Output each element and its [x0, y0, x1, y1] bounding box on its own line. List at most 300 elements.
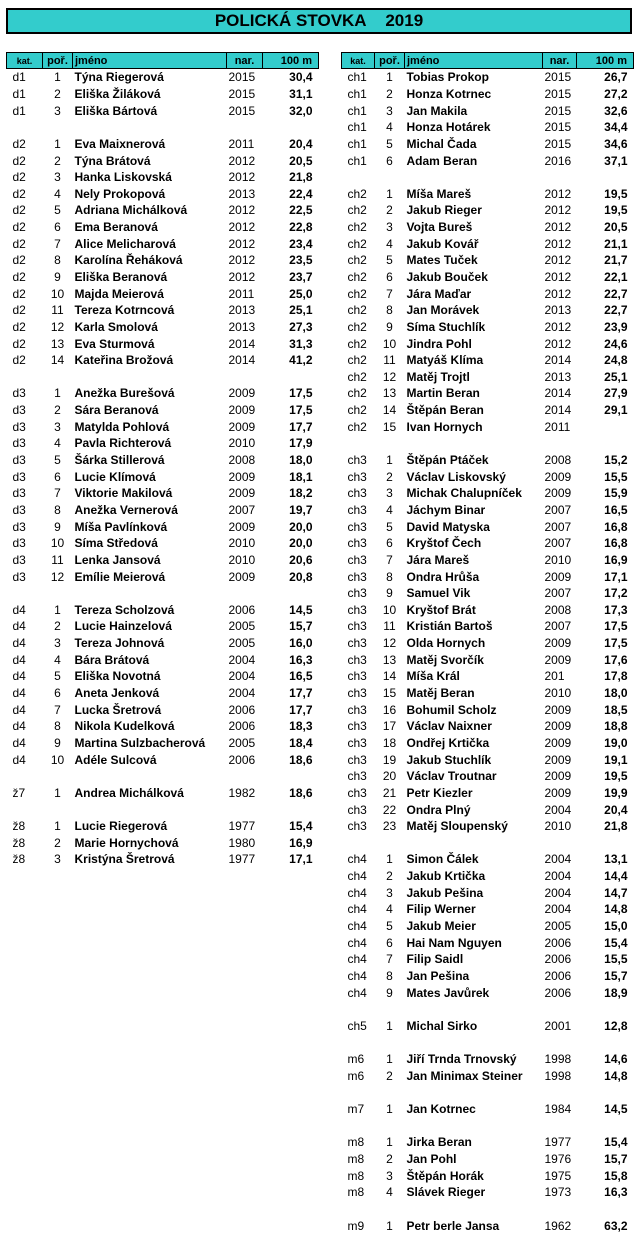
table-row	[342, 685, 634, 702]
rank-cell: 7	[54, 236, 61, 251]
table-row	[7, 152, 319, 169]
name-cell: Tereza Johnová	[74, 636, 165, 651]
name-cell: Ondra Hrůša	[406, 569, 480, 584]
spacer-row	[342, 834, 634, 851]
category-cell: ch3	[347, 619, 367, 634]
rank-cell: 4	[386, 1185, 393, 1200]
time-cell: 22,7	[604, 303, 628, 318]
rank-cell: 1	[54, 386, 61, 401]
birth-year-cell: 2008	[228, 453, 256, 468]
name-cell: Matěj Trojtl	[406, 369, 470, 384]
table-row	[342, 1167, 634, 1184]
table-row	[342, 918, 634, 935]
category-cell: ch3	[347, 502, 367, 517]
category-cell: ch3	[347, 636, 367, 651]
name-cell: Nikola Kudelková	[74, 719, 175, 734]
category-cell: ch3	[347, 552, 367, 567]
time-cell: 16,8	[604, 536, 628, 551]
category-cell: d3	[12, 469, 26, 484]
rank-cell: 3	[386, 885, 393, 900]
birth-year-cell: 2011	[544, 419, 571, 434]
rank-cell: 19	[382, 752, 397, 767]
rank-cell: 4	[386, 236, 393, 251]
birth-year-cell: 2009	[544, 652, 572, 667]
spacer-row	[342, 169, 634, 186]
rank-cell: 10	[50, 536, 65, 551]
birth-year-cell: 1962	[544, 1218, 572, 1233]
birth-year-cell: 2011	[228, 136, 255, 151]
birth-year-cell: 1973	[544, 1185, 572, 1200]
name-cell: Martina Sulzbacherová	[74, 735, 206, 750]
time-cell: 25,1	[604, 369, 628, 384]
name-cell: Eva Sturmová	[74, 336, 155, 351]
rank-cell: 2	[54, 835, 61, 850]
rank-cell: 1	[386, 1018, 393, 1033]
name-cell: Jáchym Binar	[406, 502, 486, 517]
time-cell: 34,4	[604, 120, 628, 135]
category-cell: ž8	[12, 835, 26, 850]
birth-year-cell: 2009	[228, 486, 256, 501]
birth-year-cell: 2012	[228, 220, 256, 235]
name-cell: Týna Riegerová	[74, 70, 164, 85]
name-cell: Michak Chalupníček	[406, 486, 522, 501]
name-cell: Andrea Michálková	[74, 785, 184, 800]
name-cell: Míša Mareš	[406, 186, 472, 201]
table-row	[342, 335, 634, 352]
time-cell: 25,1	[289, 303, 313, 318]
birth-year-cell: 2010	[544, 819, 572, 834]
time-cell: 17,1	[289, 852, 313, 867]
category-cell: m8	[347, 1151, 365, 1166]
birth-year-cell: 2005	[228, 619, 256, 634]
birth-year-cell: 2006	[228, 602, 256, 617]
rank-cell: 6	[54, 220, 61, 235]
name-cell: Adriana Michálková	[74, 203, 188, 218]
birth-year-cell: 2004	[544, 802, 572, 817]
time-cell: 27,2	[604, 86, 628, 101]
birth-year-cell: 2009	[544, 752, 572, 767]
category-cell: d4	[12, 602, 26, 617]
table-row	[7, 285, 319, 302]
birth-year-cell: 2013	[544, 303, 572, 318]
category-cell: d4	[12, 735, 26, 750]
table-row	[342, 635, 634, 652]
birth-year-cell: 2015	[544, 86, 572, 101]
table-row	[342, 1184, 634, 1201]
time-cell: 63,2	[604, 1218, 628, 1233]
table-row	[7, 651, 319, 668]
category-cell: ch3	[347, 669, 367, 684]
birth-year-cell: 2004	[544, 885, 572, 900]
category-cell: ch1	[347, 86, 367, 101]
spacer-row	[7, 119, 319, 136]
birth-year-cell: 2004	[544, 852, 572, 867]
rank-cell: 2	[386, 86, 393, 101]
birth-year-cell: 2004	[544, 869, 572, 884]
results-body-left	[7, 69, 319, 868]
time-cell: 32,0	[289, 103, 313, 118]
table-row	[342, 102, 634, 119]
name-cell: Jirka Beran	[406, 1135, 472, 1150]
table-row	[7, 418, 319, 435]
time-cell: 14,7	[604, 885, 628, 900]
birth-year-cell: 2009	[544, 785, 572, 800]
time-cell: 16,8	[604, 519, 628, 534]
rank-cell: 12	[50, 569, 65, 584]
table-row	[342, 868, 634, 885]
name-cell: Kryštof Brát	[406, 602, 476, 617]
category-cell: ch2	[347, 419, 367, 434]
time-cell: 25,0	[289, 286, 313, 301]
category-cell: d1	[12, 103, 26, 118]
rank-cell: 1	[54, 136, 61, 151]
name-cell: Eliška Bártová	[74, 103, 158, 118]
time-cell: 31,3	[289, 336, 313, 351]
rank-cell: 6	[54, 686, 61, 701]
name-cell: Matěj Beran	[406, 686, 475, 701]
name-cell: Anežka Burešová	[74, 386, 175, 401]
rank-cell: 1	[386, 1102, 393, 1117]
table-row	[342, 718, 634, 735]
name-cell: Mates Javůrek	[406, 985, 490, 1000]
name-cell: Matěj Svorčík	[406, 652, 484, 667]
name-cell: Síma Stuchlík	[406, 319, 486, 334]
rank-cell: 2	[54, 619, 61, 634]
birth-year-cell: 2005	[544, 918, 572, 933]
name-cell: Jakub Rieger	[406, 203, 482, 218]
time-cell: 17,8	[604, 669, 628, 684]
category-cell: ch3	[347, 769, 367, 784]
spacer-row	[342, 1034, 634, 1051]
birth-year-cell: 2010	[544, 552, 572, 567]
name-cell: Václav Naixner	[406, 719, 492, 734]
spacer-cell	[7, 801, 319, 818]
category-cell: ch2	[347, 186, 367, 201]
table-row	[7, 435, 319, 452]
name-cell: Jan Pohl	[406, 1151, 457, 1166]
rank-cell: 3	[386, 1168, 393, 1183]
birth-year-cell: 2004	[228, 652, 256, 667]
birth-year-cell: 2009	[544, 702, 572, 717]
name-cell: Kristýna Šretrová	[74, 852, 175, 867]
category-cell: ch2	[347, 220, 367, 235]
table-row	[342, 934, 634, 951]
time-cell: 23,5	[289, 253, 313, 268]
rank-cell: 1	[386, 1218, 393, 1233]
name-cell: Petr Kiezler	[406, 785, 473, 800]
time-cell: 13,1	[604, 852, 628, 867]
col-header-birth-year: nar.	[227, 53, 263, 69]
name-cell: Eliška Novotná	[74, 669, 161, 684]
rank-cell: 3	[386, 486, 393, 501]
time-cell	[577, 418, 634, 435]
time-cell: 16,9	[289, 835, 313, 850]
rank-cell: 11	[383, 619, 396, 634]
spacer-row	[342, 435, 634, 452]
time-cell: 18,6	[289, 752, 313, 767]
name-cell: Slávek Rieger	[406, 1185, 486, 1200]
category-cell: m8	[347, 1168, 365, 1183]
birth-year-cell: 2011	[228, 286, 255, 301]
time-cell: 16,3	[604, 1185, 628, 1200]
rank-cell: 12	[382, 369, 397, 384]
name-cell: Emílie Meierová	[74, 569, 166, 584]
birth-year-cell: 2009	[228, 386, 256, 401]
rank-cell: 5	[386, 918, 393, 933]
rank-cell: 4	[54, 436, 61, 451]
rank-cell: 3	[54, 103, 61, 118]
name-cell: Štěpán Horák	[406, 1168, 484, 1183]
category-cell: ž8	[12, 819, 26, 834]
time-cell: 21,8	[289, 170, 313, 185]
time-cell: 17,2	[604, 586, 628, 601]
time-cell: 27,9	[604, 386, 628, 401]
category-cell: d3	[12, 486, 26, 501]
rank-cell: 7	[54, 702, 61, 717]
name-cell: Eliška Žiláková	[74, 86, 161, 101]
birth-year-cell: 1998	[544, 1068, 572, 1083]
rank-cell: 9	[386, 319, 393, 334]
time-cell: 15,5	[604, 952, 628, 967]
name-cell: Kateřina Brožová	[74, 353, 174, 368]
name-cell: Matylda Pohlová	[74, 419, 170, 434]
rank-cell: 6	[386, 935, 393, 950]
col-header-name: jméno	[405, 53, 543, 69]
time-cell: 18,0	[604, 686, 628, 701]
name-cell: Jakub Krtička	[406, 869, 486, 884]
rank-cell: 2	[386, 203, 393, 218]
category-cell: ch3	[347, 802, 367, 817]
name-cell: Honza Kotrnec	[406, 86, 492, 101]
name-cell: Jan Pešina	[406, 968, 470, 983]
name-cell: Tereza Kotrncová	[74, 303, 175, 318]
name-cell: Alice Melicharová	[74, 236, 176, 251]
name-cell: Kristián Bartoš	[406, 619, 493, 634]
time-cell: 14,8	[604, 1068, 628, 1083]
table-row	[7, 335, 319, 352]
rank-cell: 4	[54, 186, 61, 201]
birth-year-cell: 2006	[228, 702, 256, 717]
category-cell: d3	[12, 436, 26, 451]
col-header-birth-year: nar.	[543, 53, 577, 69]
category-cell: ch4	[347, 968, 367, 983]
category-cell: d2	[12, 186, 26, 201]
spacer-row	[7, 369, 319, 386]
name-cell: Martin Beran	[406, 386, 480, 401]
birth-year-cell: 2012	[544, 203, 572, 218]
table-row	[7, 552, 319, 569]
rank-cell: 2	[386, 869, 393, 884]
time-cell: 14,5	[289, 602, 313, 617]
spacer-cell	[342, 1201, 634, 1218]
name-cell: Karla Smolová	[74, 319, 158, 334]
time-cell: 16,9	[604, 552, 628, 567]
time-cell: 15,7	[604, 968, 628, 983]
rank-cell: 9	[54, 270, 61, 284]
birth-year-cell: 2009	[544, 569, 572, 584]
rank-cell: 3	[386, 220, 393, 235]
name-cell: Petr berle Jansa	[406, 1218, 500, 1233]
time-cell: 17,5	[604, 636, 628, 651]
name-cell: Michal Čada	[406, 136, 477, 151]
birth-year-cell: 2015	[228, 70, 256, 85]
rank-cell: 5	[386, 519, 393, 534]
table-row	[342, 319, 634, 336]
time-cell: 23,7	[289, 270, 313, 284]
rank-cell: 20	[382, 769, 397, 784]
time-cell: 15,8	[604, 1168, 628, 1183]
time-cell: 15,0	[604, 918, 628, 933]
birth-year-cell: 2012	[544, 336, 572, 351]
table-row	[342, 818, 634, 835]
time-cell: 17,7	[289, 686, 313, 701]
category-cell: d4	[12, 686, 26, 701]
table-row	[7, 718, 319, 735]
category-cell: ch2	[347, 253, 367, 268]
time-cell: 15,7	[604, 1151, 628, 1166]
birth-year-cell: 2013	[228, 303, 256, 318]
birth-year-cell: 2009	[544, 469, 572, 484]
category-cell: d2	[12, 253, 26, 268]
birth-year-cell: 2015	[228, 86, 256, 101]
name-cell: David Matyska	[406, 519, 490, 534]
birth-year-cell: 2009	[544, 636, 572, 651]
time-cell: 18,4	[289, 735, 313, 750]
time-cell: 18,9	[604, 985, 628, 1000]
col-header-rank: poř.	[375, 53, 405, 69]
table-row	[7, 269, 319, 286]
category-cell: d4	[12, 619, 26, 634]
rank-cell: 9	[386, 586, 393, 601]
category-cell: d4	[12, 702, 26, 717]
rank-cell: 5	[54, 669, 61, 684]
table-row	[342, 618, 634, 635]
birth-year-cell: 2012	[228, 203, 256, 218]
name-cell: Jan Kotrnec	[406, 1102, 476, 1117]
table-row	[7, 751, 319, 768]
table-row	[7, 102, 319, 119]
rank-cell: 1	[54, 819, 61, 834]
birth-year-cell: 2007	[544, 519, 572, 534]
category-cell: ch4	[347, 985, 367, 1000]
rank-cell: 1	[386, 70, 393, 85]
time-cell: 15,4	[289, 819, 313, 834]
table-row	[7, 319, 319, 336]
rank-cell: 4	[386, 502, 393, 517]
birth-year-cell: 2005	[228, 636, 256, 651]
time-cell: 17,5	[289, 386, 313, 401]
category-cell: m7	[347, 1102, 365, 1117]
rank-cell: 5	[386, 253, 393, 268]
time-cell: 20,0	[289, 536, 313, 551]
birth-year-cell: 1977	[228, 852, 256, 867]
category-cell: ch3	[347, 819, 367, 834]
category-cell: ch4	[347, 918, 367, 933]
table-row	[342, 951, 634, 968]
table-row	[342, 552, 634, 569]
spacer-cell	[7, 119, 319, 136]
birth-year-cell: 2010	[228, 436, 256, 451]
rank-cell: 8	[386, 303, 393, 318]
rank-cell: 4	[54, 652, 61, 667]
category-cell: d2	[12, 286, 26, 301]
name-cell: Hanka Liskovská	[74, 170, 172, 185]
birth-year-cell: 2016	[544, 153, 572, 168]
rank-cell: 2	[386, 1151, 393, 1166]
category-cell: d3	[12, 569, 26, 584]
rank-cell: 13	[382, 652, 397, 667]
name-cell: Ondřej Krtička	[406, 735, 490, 750]
name-cell: Tobias Prokop	[406, 70, 489, 85]
time-cell: 22,7	[604, 286, 628, 301]
name-cell: Šárka Stillerová	[74, 453, 165, 468]
birth-year-cell: 2012	[228, 253, 256, 268]
table-row	[7, 701, 319, 718]
category-cell: d2	[12, 270, 26, 284]
category-cell: ch4	[347, 902, 367, 917]
table-row	[7, 169, 319, 186]
birth-year-cell: 2014	[544, 353, 572, 368]
time-cell: 22,5	[289, 203, 313, 218]
rank-cell: 18	[382, 735, 397, 750]
birth-year-cell: 2009	[544, 735, 572, 750]
rank-cell: 1	[386, 852, 393, 867]
rank-cell: 14	[382, 403, 397, 418]
category-cell: ch2	[347, 236, 367, 251]
table-row	[7, 302, 319, 319]
rank-cell: 1	[386, 1135, 393, 1150]
rank-cell: 6	[386, 536, 393, 551]
name-cell: Sára Beranová	[74, 403, 159, 418]
table-row	[7, 785, 319, 802]
table-row	[342, 535, 634, 552]
category-cell: d3	[12, 552, 26, 567]
rank-cell: 22	[382, 802, 397, 817]
col-header-name: jméno	[73, 53, 227, 69]
table-row	[7, 235, 319, 252]
category-cell: m8	[347, 1185, 365, 1200]
time-cell: 22,4	[289, 186, 313, 201]
table-row	[342, 502, 634, 519]
birth-year-cell: 2014	[544, 403, 572, 418]
category-cell: d2	[12, 170, 26, 185]
birth-year-cell: 2012	[228, 170, 256, 185]
time-cell: 24,6	[604, 336, 628, 351]
category-cell: ch3	[347, 719, 367, 734]
rank-cell: 7	[386, 552, 393, 567]
table-row	[342, 235, 634, 252]
time-cell: 17,9	[289, 436, 313, 451]
name-cell: Jakub Meier	[406, 918, 476, 933]
rank-cell: 6	[54, 469, 61, 484]
category-cell: d4	[12, 669, 26, 684]
time-cell: 19,5	[604, 186, 628, 201]
time-cell: 27,3	[289, 319, 313, 334]
table-row	[7, 485, 319, 502]
birth-year-cell: 2012	[544, 319, 572, 334]
spacer-cell	[342, 1034, 634, 1051]
table-row	[342, 602, 634, 619]
rank-cell: 1	[386, 186, 393, 201]
birth-year-cell: 2009	[228, 419, 256, 434]
table-row	[342, 136, 634, 153]
birth-year-cell: 2012	[228, 270, 256, 284]
table-row	[342, 452, 634, 469]
category-cell: ch4	[347, 952, 367, 967]
birth-year-cell: 2007	[544, 536, 572, 551]
time-cell: 17,7	[289, 702, 313, 717]
time-cell: 31,1	[289, 86, 313, 101]
